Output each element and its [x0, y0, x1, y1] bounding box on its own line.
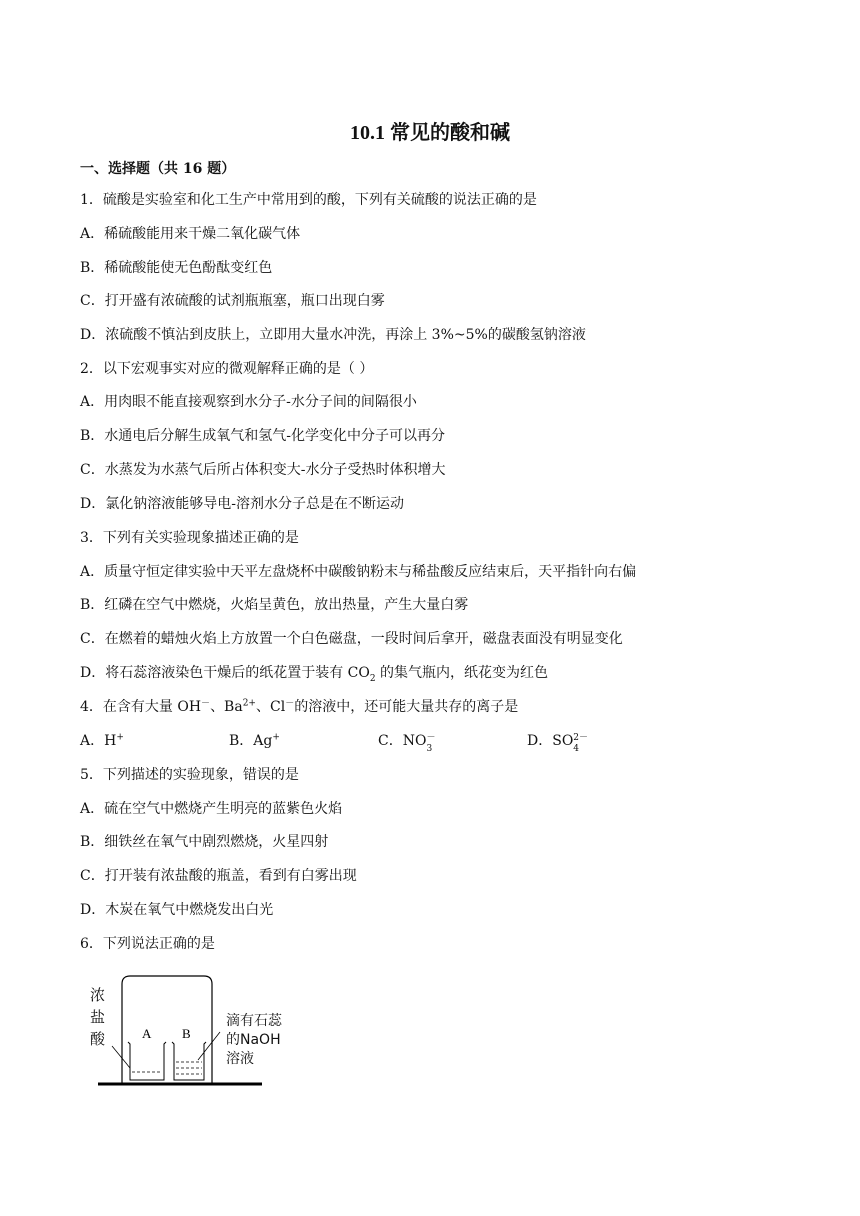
q1-option-c: C．打开盛有浓硫酸的试剂瓶瓶塞，瓶口出现白雾	[80, 293, 385, 309]
q2-option-b: B．水通电后分解生成氧气和氢气-化学变化中分子可以再分	[80, 428, 446, 444]
q3-option-d: D．将石蕊溶液染色干燥后的纸花置于装有 $CO_2$ 的集气瓶内，纸花变为红色	[80, 665, 549, 684]
q3-option-a: A．质量守恒定律实验中天平左盘烧杯中碳酸钠粉末与稀盐酸反应结束后，天平指针向右偏	[80, 564, 637, 580]
q2-stem: 2．以下宏观事实对应的微观解释正确的是（ ）	[80, 361, 374, 377]
q5-option-b: B．细铁丝在氧气中剧烈燃烧，火星四射	[80, 834, 329, 850]
q1-option-a: A．稀硫酸能用来干燥二氧化碳气体	[80, 226, 301, 242]
beaker-b-label: B	[182, 1026, 191, 1041]
q4-option-d: D．SO 2－ 4	[527, 733, 589, 754]
pointer-left	[112, 1046, 130, 1068]
q2-option-a: A．用肉眼不能直接观察到水分子-水分子间的间隔很小	[80, 394, 417, 410]
right-label-line-2: 的NaOH	[226, 1032, 281, 1048]
page-title: 10.1 常见的酸和碱	[350, 122, 510, 144]
pointer-right	[198, 1032, 220, 1060]
q4-option-c: C．NO － 3	[378, 733, 436, 754]
q3-option-c: C．在燃着的蜡烛火焰上方放置一个白色磁盘，一段时间后拿开，磁盘表面没有明显变化	[80, 631, 623, 647]
q1-option-b: B．稀硫酸能使无色酚酞变红色	[80, 260, 273, 276]
q5-stem: 5．下列描述的实验现象，错误的是	[80, 767, 299, 783]
right-label-line-3: 溶液	[226, 1051, 254, 1067]
q5-option-c: C．打开装有浓盐酸的瓶盖，看到有白雾出现	[80, 868, 357, 884]
q4-option-b: B．Ag+	[229, 732, 280, 749]
section-heading: 一、选择题（共 16 题）	[80, 161, 236, 177]
q5-option-a: A．硫在空气中燃烧产生明亮的蓝紫色火焰	[80, 801, 343, 817]
beaker-a-label: A	[142, 1026, 152, 1041]
q2-option-c: C．水蒸发为水蒸气后所占体积变大-水分子受热时体积增大	[80, 462, 446, 478]
left-label: 浓盐酸	[90, 986, 106, 1048]
q1-option-d: D．浓硫酸不慎沾到皮肤上，立即用大量水冲洗，再涂上 3%~5%的碳酸氢钠溶液	[80, 327, 586, 343]
right-label-line-1: 滴有石蕊	[226, 1013, 282, 1029]
q5-option-d: D．木炭在氧气中燃烧发出白光	[80, 902, 274, 918]
q4-stem: 4．在含有大量 OH－、$Ba^{2+}$、Cl－的溶液中，还可能大量共存的离子是	[80, 698, 519, 715]
q6-stem: 6．下列说法正确的是	[80, 936, 215, 952]
q1-stem: 1．硫酸是实验室和化工生产中常用到的酸，下列有关硫酸的说法正确的是	[80, 192, 537, 208]
beaker-a	[128, 1042, 166, 1080]
right-label	[226, 1012, 282, 1069]
q3-option-b: B．红磷在空气中燃烧，火焰呈黄色，放出热量，产生大量白雾	[80, 597, 469, 613]
q3-stem: 3．下列有关实验现象描述正确的是	[80, 530, 299, 546]
q4-option-a: A．H+	[80, 732, 124, 749]
experiment-figure	[88, 970, 288, 1090]
q2-option-d: D．氯化钠溶液能够导电-溶剂水分子总是在不断运动	[80, 496, 404, 512]
